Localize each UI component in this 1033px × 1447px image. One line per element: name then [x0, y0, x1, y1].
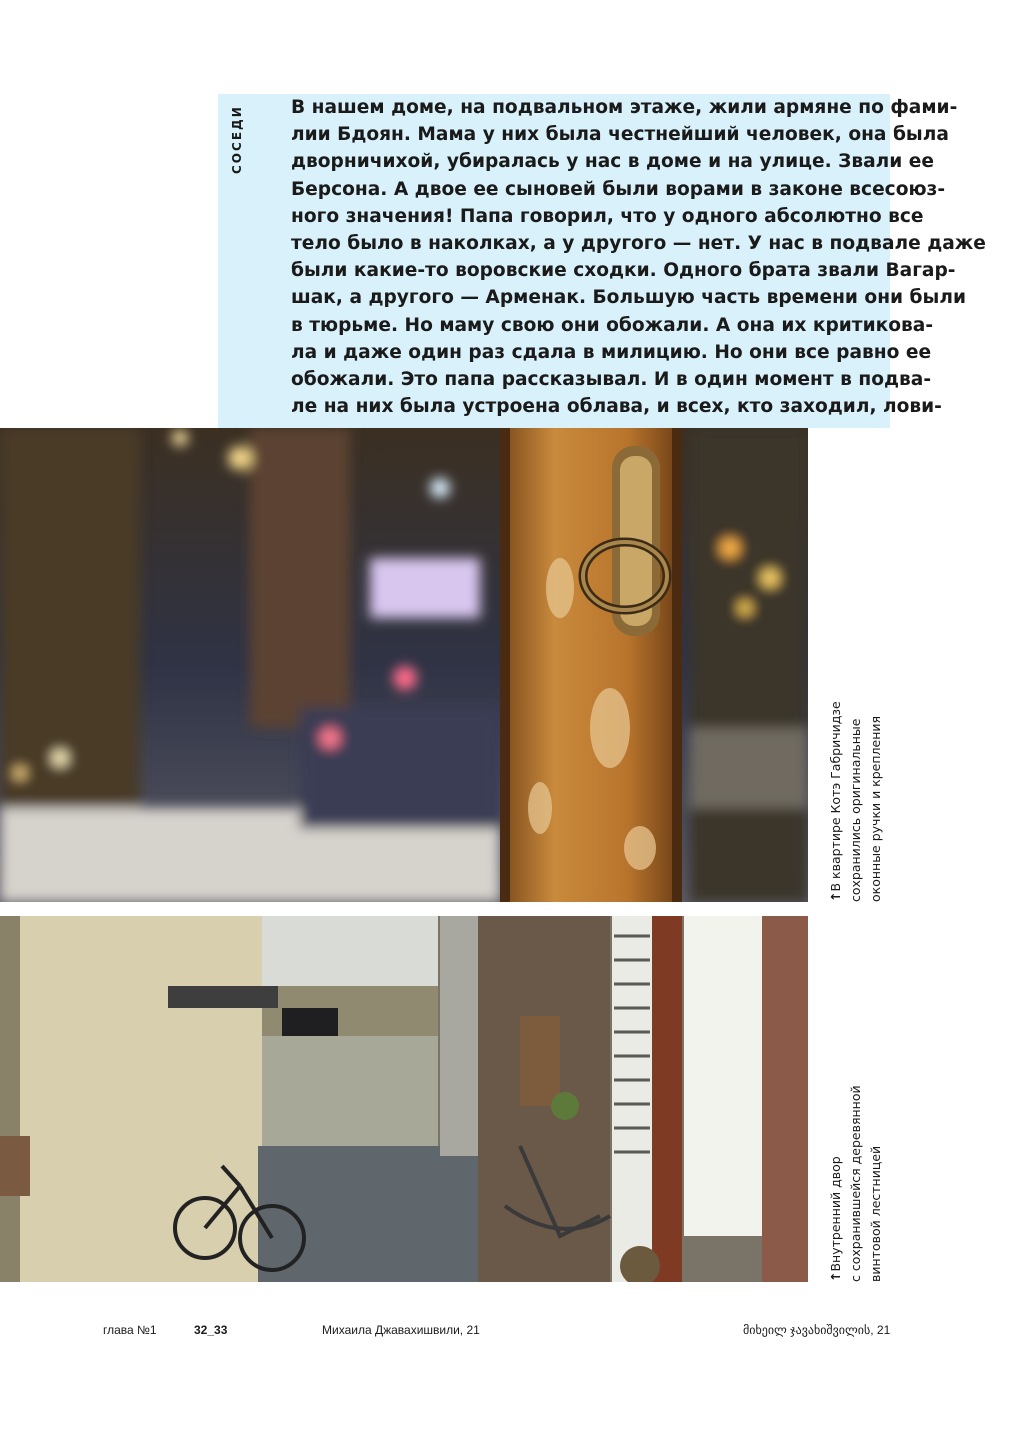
caption-line: В квартире Котэ Габричидзе [828, 701, 843, 892]
caption-line: с сохранившейся деревянной [848, 1085, 863, 1282]
courtyard-illustration [0, 916, 808, 1282]
quote-line: В нашем доме, на подвальном этаже, жили армяне по фами- [291, 97, 958, 118]
window-handle-illustration [0, 428, 808, 902]
up-arrow-icon: ↑ [828, 891, 843, 902]
quote-line: дворничихой, убиралась у нас в доме и на улице. Звали ее [291, 151, 935, 173]
caption-line: винтовой лестницей [868, 1145, 883, 1282]
quote-line: ла и даже один раз сдала в милицию. Но они все равно ее [291, 341, 932, 363]
window-handle-photo [0, 428, 808, 902]
quote-line: шак, а другого — Арменак. Большую часть времени они были [291, 287, 966, 309]
section-label: СОСЕДИ [230, 105, 244, 174]
courtyard-photo-caption [826, 1062, 886, 1282]
caption-line: сохранились оригинальные [848, 718, 863, 902]
quote-line: обожали. Это папа рассказывал. И в один момент в подва- [291, 369, 932, 391]
footer-page-numbers: 32_33 [194, 1323, 228, 1337]
quote-text [291, 94, 986, 420]
footer-chapter: глава №1 [103, 1323, 157, 1337]
quote-line: лии Бдоян. Мама у них была честнейший человек, она была [291, 124, 949, 146]
quote-line: были какие-то воровские сходки. Одного брата звали Вагар- [291, 260, 956, 282]
quote-line: Берсона. А двое ее сыновей были ворами в законе всесоюз- [291, 178, 946, 200]
quote-line: ле на них была устроена облава, и всех, кто заходил, лови- [291, 396, 942, 418]
window-photo-caption [826, 690, 886, 902]
quote-line: тело было в наколках, а у другого — нет. У нас в подвале даже [291, 233, 986, 255]
footer-address-russian: Михаила Джавахишвили, 21 [322, 1323, 480, 1337]
courtyard-photo [0, 916, 808, 1282]
quote-line: в тюрьме. Но маму свою они обожали. А она их критикова- [291, 314, 934, 336]
caption-line: оконные ручки и крепления [868, 715, 883, 902]
footer-address-georgian: მიხეილ ჯავახიშვილის, 21 [743, 1323, 891, 1337]
up-arrow-icon: ↑ [828, 1271, 843, 1282]
caption-line: Внутренний двор [828, 1156, 843, 1272]
quote-line: ного значения! Папа говорил, что у одного абсолютно все [291, 205, 924, 227]
